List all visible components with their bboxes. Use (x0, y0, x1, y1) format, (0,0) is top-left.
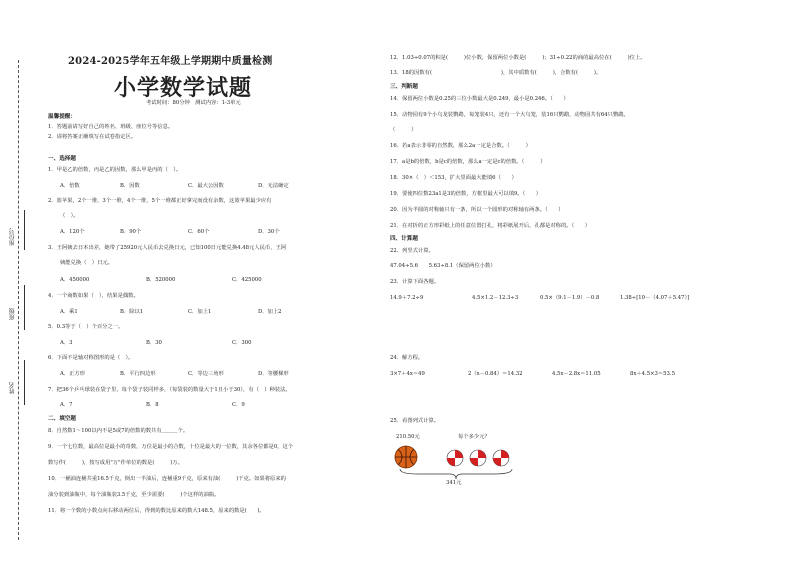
equation-item: 3×7＋4x＝49 (390, 371, 425, 377)
question-23: 23．计算下面各题。 (390, 279, 440, 285)
subject-title: 小学数学试题 (114, 75, 253, 101)
question-15: 15．动物园有9个小乌龙装鹦鹉，每笼装4只，还有一个大乌笼，装16只鹦鹉，动物园共有64只鹦鹉。 (390, 112, 629, 118)
section-title: 三、判断题 (390, 84, 418, 90)
question-22: 22．列竖式计算。 (390, 248, 434, 254)
option[interactable]: D．等腰梯形 (258, 371, 289, 377)
option[interactable]: A．120个 (60, 229, 85, 235)
question-15-cont: （ ） (390, 127, 417, 133)
option[interactable]: B．平行四边形 (120, 371, 156, 377)
question-10-cont: 油分装到油瓶中，每个油瓶装3.5千克，至少需要( )个这样的油瓶。 (48, 492, 220, 498)
calc-item: 0.5×（9.1－1.9）－0.8 (540, 295, 600, 301)
name-label: 姓名 (9, 382, 16, 394)
calc-item: 14.9＋7.2÷9 (390, 295, 424, 301)
notice-line: 2．请将答案正确填写在试卷指定区。 (48, 134, 137, 140)
question-16: 16．若a表示非零的自然数，那么2a一定是合数。（ ） (390, 143, 531, 149)
option[interactable]: D．加上2 (258, 309, 282, 315)
price-label: 210.50元 (396, 434, 420, 440)
question-12: 12．1.03÷0.07的积是( )位小数，保留两位小数是( )；31÷0.22的商的最高位在( )位上。 (390, 55, 646, 61)
option[interactable]: A．倍数 (60, 183, 80, 189)
option[interactable]: C．最大公因数 (188, 183, 224, 189)
option[interactable]: A．3 (60, 340, 73, 346)
question-19: 19．要使四位数23a1是3的倍数，方框里最大可以填9。（ ） (390, 191, 542, 197)
section-title: 一、选择题 (48, 156, 76, 162)
option[interactable]: A．7 (60, 402, 73, 408)
option[interactable]: B．30 (146, 340, 162, 346)
option[interactable]: B．8 (146, 402, 159, 408)
question-13: 13．18的因数有( )，其中质数有( )，合数有( )。 (390, 70, 602, 76)
option[interactable]: B．因数 (120, 183, 140, 189)
name-field[interactable] (24, 360, 25, 405)
equation-item: 4.5x－2.8x＝11.05 (552, 371, 601, 377)
question-1: 1．甲是乙的倍数，丙是乙的因数，那么甲是丙的（ ）。 (48, 167, 182, 173)
total-label: 341元 (446, 480, 462, 486)
option[interactable]: A．正方形 (60, 371, 86, 377)
seat-field[interactable] (24, 210, 25, 250)
question-9-cont: 数写作( )，按写成用"万"作单位的数是( )万。 (48, 460, 183, 466)
option[interactable]: C．60个 (188, 229, 210, 235)
question-2: 2．篮苹果，2个一堆，3个一堆，4个一堆，5个一堆都正好拿完而没有余数，这篮苹果最少应有 (48, 198, 272, 204)
question-24: 24．解方程。 (390, 355, 424, 361)
notice-title: 温馨提醒： (48, 114, 76, 120)
question-11: 11．将一个数的小数点向右移动两位后，得到的数比原来的数大148.5，原来的数是( )。 (48, 508, 265, 514)
question-3: 3．王阿姨去日本出差，她带了25920元人民币去兑换日元，已知100日元能兑换4.48元人民币，王阿 (48, 245, 287, 251)
option[interactable]: A．乘1 (60, 309, 78, 315)
equation-item: 2（x－0.84）＝14.32 (468, 371, 523, 377)
calc-item: 4.5×1.2－12.3÷3 (472, 295, 519, 301)
option[interactable]: B．90个 (120, 229, 142, 235)
question-18: 18．30×（ ）＜153，扩大里面最大能填6（ ） (390, 175, 517, 181)
class-field[interactable] (24, 285, 25, 330)
question-2-cont: （ ）。 (60, 213, 79, 219)
question-6: 6．下面不是轴对称图形的是（ ）。 (48, 355, 134, 361)
ball-icon (469, 449, 487, 467)
option[interactable]: B．520000 (146, 277, 176, 283)
question-7: 7．把36个乒乓球装在袋子里，每个袋子装同样多，（每袋装的数量大于1且小于30），有（ ）种装法。 (48, 387, 291, 393)
section-title: 二、填空题 (48, 416, 76, 422)
option[interactable]: C．300 (232, 340, 252, 346)
total-brace (398, 468, 514, 480)
question-20: 20．因为半圆的对称轴只有一条，所以一个圆形的对称轴有两条。（ ） (390, 207, 564, 213)
ball-icon (492, 449, 510, 467)
question-14: 14．保留两位小数是0.25的三位小数最大是0.249，最小是0.246。（ ） (390, 96, 569, 102)
equation-item: 8x＋4.5×3＝53.5 (630, 371, 675, 377)
question-9: 9．一个七位数，最高位是最小的奇数，万位是最小的合数，十位是最大的一位数，其余各位都是0，这个 (48, 444, 294, 450)
basketball-icon (394, 445, 418, 469)
question-5: 5．0.3等于（ ）个百分之一。 (48, 324, 124, 330)
option[interactable]: C．9 (232, 402, 245, 408)
question-label: 每个多少元？ (458, 434, 490, 440)
exam-title: 2024-2025学年五年级上学期期中质量检测 (68, 56, 273, 67)
seat-label: 座位号 (9, 228, 16, 246)
question-17: 17．a是b的倍数，b是c的倍数，那么a一定是c的倍数。（ ） (390, 159, 546, 165)
question-8: 8．自然数1～100以内不是5或7的倍数的数共有＿＿＿个。 (48, 428, 189, 434)
question-21: 21．在对折的正方形彩纸上的任意位置打孔，将彩纸展开后，孔都是对称的。（ ） (390, 223, 591, 229)
question-22-items: 47.04÷5.6 5.63÷8.1（保留两位小数） (390, 263, 496, 269)
binding-dashed-line (18, 60, 19, 540)
question-4: 4．一个商数如果（ ），结果是偶数。 (48, 293, 139, 299)
question-25: 25．看图列式计算。 (390, 418, 440, 424)
option[interactable]: B．除以1 (120, 309, 144, 315)
notice-line: 1．答题前请写好自己的姓名、班级、座位号等信息。 (48, 124, 174, 130)
option[interactable]: C．425000 (232, 277, 262, 283)
option[interactable]: C．等边三角形 (188, 371, 224, 377)
calc-item: 1.38÷[10－（4.07＋5.47）] (620, 295, 690, 301)
ball-icon (446, 449, 464, 467)
option[interactable]: D．无法确定 (258, 183, 289, 189)
question-3-cont: 姨能兑换（ ）日元。 (60, 260, 113, 266)
option[interactable]: D．30个 (258, 229, 280, 235)
section-title: 四、计算题 (390, 236, 418, 242)
option[interactable]: C．加上1 (188, 309, 212, 315)
option[interactable]: A．450000 (60, 277, 90, 283)
class-label: 班级 (9, 308, 16, 320)
exam-info: 考试时间：80分钟 测试内容：1-3单元 (146, 100, 241, 106)
question-10: 10．一桶油连桶共重16.5千克，倒出一半油后，连桶重9千克，原来有油( )千克。如果将原来的 (48, 476, 286, 482)
